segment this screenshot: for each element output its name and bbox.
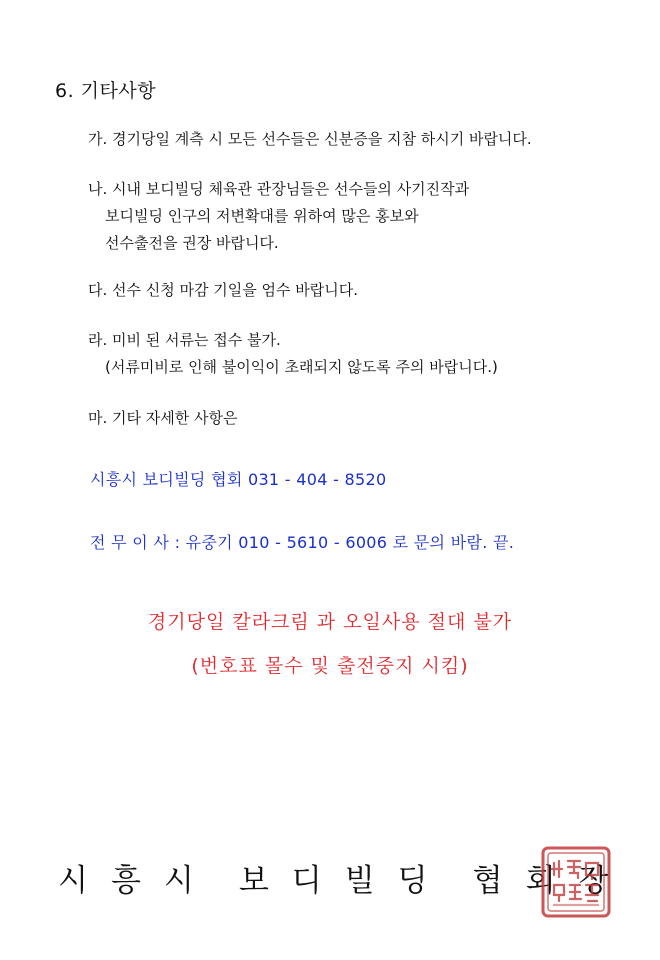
section-title: 6. 기타사항	[55, 80, 157, 102]
item-ma-text: 마. 기타 자세한 사항은	[88, 409, 238, 427]
director-contact: 전 무 이 사 : 유중기 010 - 5610 - 6006 로 문의 바람. 끝.	[90, 533, 515, 552]
item-ra	[88, 327, 498, 381]
association-contact: 시흥시 보디빌딩 협회 031 - 404 - 8520	[90, 470, 387, 489]
item-da	[88, 277, 358, 304]
item-na-line-2: 보디빌딩 인구의 저변확대를 위하여 많은 홍보와	[105, 207, 419, 225]
warning-line-2: (번호표 몰수 및 출전중지 시킴)	[191, 655, 469, 677]
item-ra-line-2: (서류미비로 인해 불이익이 초래되지 않도록 주의 바랍니다.)	[105, 358, 498, 376]
item-ra-line-1: 라. 미비 된 서류는 접수 불가.	[88, 331, 281, 349]
official-seal-stamp	[540, 845, 612, 919]
signature-city: 시흥시	[58, 863, 217, 899]
seal-glyphs	[552, 861, 598, 905]
item-na-line-3: 선수출전을 권장 바랍니다.	[105, 234, 279, 252]
warning-line-1: 경기당일 칼라크림 과 오일사용 절대 불가	[147, 611, 513, 633]
signature-title: 협회장	[472, 863, 632, 899]
item-na-line-1: 나. 시내 보디빌딩 체육관 관장님들은 선수들의 사기진작과	[88, 180, 470, 198]
signature-sport: 보디빌딩	[238, 863, 451, 899]
item-na	[88, 176, 469, 257]
item-ga	[88, 126, 532, 153]
item-da-text: 다. 선수 신청 마감 기일을 엄수 바랍니다.	[88, 281, 358, 299]
item-ma	[88, 405, 237, 432]
item-ga-text: 가. 경기당일 계측 시 모든 선수들은 신분증을 지참 하시기 바랍니다.	[88, 130, 532, 148]
